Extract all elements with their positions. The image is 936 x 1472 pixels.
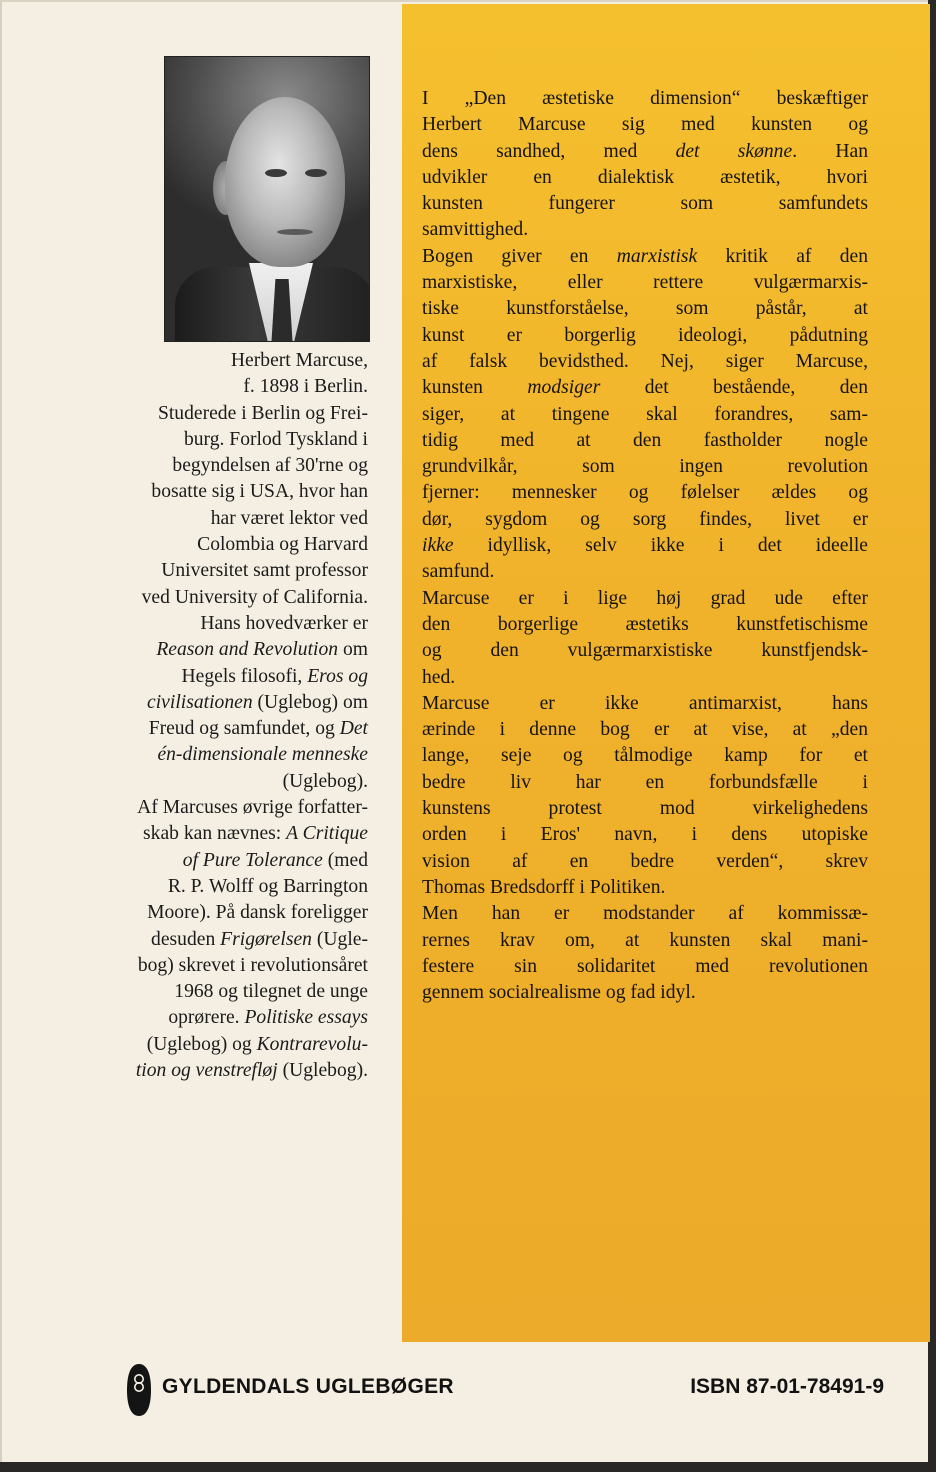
emphasis-italic: ikke	[422, 535, 454, 557]
blurb-line: vision af en bedre verden“, skrev	[422, 850, 868, 872]
blurb-line: kunsten fungerer som samfundets	[422, 193, 868, 215]
bio-line: ved University of California.	[141, 586, 368, 608]
title-italic: Reason and Revolution	[156, 639, 339, 661]
blurb-line: bedre liv har en forbundsfælle i	[422, 771, 868, 793]
blurb-line: tiske kunstforståelse, som påstår, at	[422, 298, 868, 320]
bio-line: 1968 og tilegnet de unge	[174, 981, 368, 1003]
bio-line	[42, 742, 368, 768]
title-italic: Frigørelsen	[220, 928, 312, 950]
blurb-line: orden i Eros' navn, i dens utopiske	[422, 824, 868, 846]
bio-line: Moore). På dansk foreligger	[147, 902, 368, 924]
title-italic: tion og venstrefløj	[135, 1060, 278, 1082]
blurb-line: marxistiske, eller rettere vulgærmarxis-	[422, 272, 868, 294]
bio-line: tion og venstrefløj (Uglebog).	[135, 1060, 368, 1082]
blurb-line: kunstens protest mod virkelighedens	[422, 798, 868, 820]
emphasis-italic: modsiger	[527, 377, 601, 399]
bio-line: Universitet samt professor	[161, 560, 368, 582]
bio-line: Freud og samfundet, og Det	[148, 718, 368, 740]
blurb-line: ærinde i denne bog er at vise, at „den	[422, 719, 868, 741]
emphasis-italic: marxistisk	[616, 245, 698, 267]
bio-line: f. 1898 i Berlin.	[243, 376, 368, 398]
bio-line: burg. Forlod Tyskland i	[183, 428, 368, 450]
title-italic: én-dimensionale menneske	[157, 744, 368, 766]
bio-line: har været lektor ved	[210, 507, 368, 529]
blurb-line: gennem socialrealisme og fad idyl.	[422, 982, 696, 1004]
title-italic: Kontrarevolu-	[256, 1033, 368, 1055]
author-biography	[42, 348, 368, 1084]
bio-line: Hans hovedværker er	[200, 612, 368, 634]
blurb-line: I „Den æstetiske dimension“ beskæftiger	[422, 88, 868, 109]
publisher-name: GYLDENDALS UGLEBØGER	[162, 1375, 454, 1398]
blurb-line: festere sin solidaritet med revolutionen	[422, 955, 868, 977]
blurb-line: Marcuse er ikke antimarxist, hans	[422, 692, 868, 714]
bio-line: skab kan nævnes: A Critique	[143, 823, 368, 845]
bio-line: (Uglebog).	[282, 770, 368, 792]
blurb-line: Men han er modstander af kommissæ-	[422, 903, 868, 925]
title-italic: A Critique	[286, 823, 368, 845]
blurb-line: Thomas Bredsdorff i Politiken.	[422, 876, 666, 898]
bio-line: Hegels filosofi, Eros og	[181, 665, 368, 687]
blurb-line: siger, at tingene skal forandres, sam-	[422, 403, 868, 425]
bio-line: Studerede i Berlin og Frei-	[157, 402, 368, 424]
bio-line: R. P. Wolff og Barrington	[167, 875, 368, 897]
bio-line: bosatte sig i USA, hvor han	[151, 481, 368, 503]
bio-line: oprørere. Politiske essays	[168, 1007, 368, 1029]
blurb-line: tidig med at den fastholder nogle	[422, 429, 868, 451]
bio-line: Herbert Marcuse,	[230, 350, 368, 371]
blurb-line: lange, seje og tålmodige kamp for et	[422, 745, 868, 767]
blurb-line: af falsk bevidsthed. Nej, siger Marcuse,	[422, 350, 868, 372]
blurb-line: udvikler en dialektisk æstetik, hvori	[422, 166, 868, 188]
bio-line: Af Marcuses øvrige forfatter-	[137, 797, 368, 819]
blurb-line: kunsten modsiger det bestående, den	[422, 377, 868, 399]
bio-line: Reason and Revolution om	[156, 639, 368, 661]
blurb-line: Herbert Marcuse sig med kunsten og	[422, 114, 868, 136]
bio-line: begyndelsen af 30'rne og	[172, 455, 368, 477]
isbn-number: ISBN 87-01-78491-9	[690, 1375, 884, 1398]
blurb-line: fjerner: mennesker og følelser ældes og	[422, 482, 868, 504]
blurb-line: ikke idyllisk, selv ikke i det ideelle	[422, 535, 868, 557]
blurb-line: Bogen giver en marxistisk kritik af den	[422, 245, 868, 267]
blurb-line: dens sandhed, med det skønne. Han	[422, 140, 868, 162]
blurb-line: og den vulgærmarxistiske kunstfjendsk-	[422, 640, 868, 662]
title-italic: civilisationen	[147, 691, 253, 713]
blurb-line: Marcuse er i lige høj grad ude efter	[422, 587, 868, 609]
bio-line: civilisationen (Uglebog) om	[147, 691, 368, 713]
title-italic: of Pure Tolerance	[182, 849, 323, 871]
blurb-line: dør, sygdom og sorg findes, livet er	[422, 508, 868, 530]
blurb-line: samfund.	[422, 561, 495, 583]
blurb-line: hed.	[422, 666, 456, 688]
book-blurb	[422, 86, 868, 1006]
title-italic: Det	[339, 718, 368, 740]
blurb-line: rernes krav om, at kunsten skal mani-	[422, 929, 868, 951]
emphasis-italic: det skønne	[675, 140, 793, 162]
bio-line: bog) skrevet i revolutionsåret	[137, 954, 368, 976]
title-italic: Eros og	[307, 665, 368, 687]
title-italic: Politiske essays	[244, 1007, 368, 1029]
bio-line: of Pure Tolerance (med	[182, 849, 368, 871]
bio-line: Colombia og Harvard	[197, 534, 368, 556]
blurb-line: samvittighed.	[422, 219, 529, 241]
blurb-line: den borgerlige æstetiks kunstfetischisme	[422, 613, 868, 635]
owl-logo-icon	[126, 1362, 152, 1418]
bio-line: desuden Frigørelsen (Ugle-	[151, 928, 368, 950]
blurb-line: kunst er borgerlig ideologi, pådutning	[422, 324, 868, 346]
blurb-line: grundvilkår, som ingen revolution	[422, 456, 868, 478]
author-photo	[164, 56, 370, 342]
bio-line: (Uglebog) og Kontrarevolu-	[146, 1033, 368, 1055]
